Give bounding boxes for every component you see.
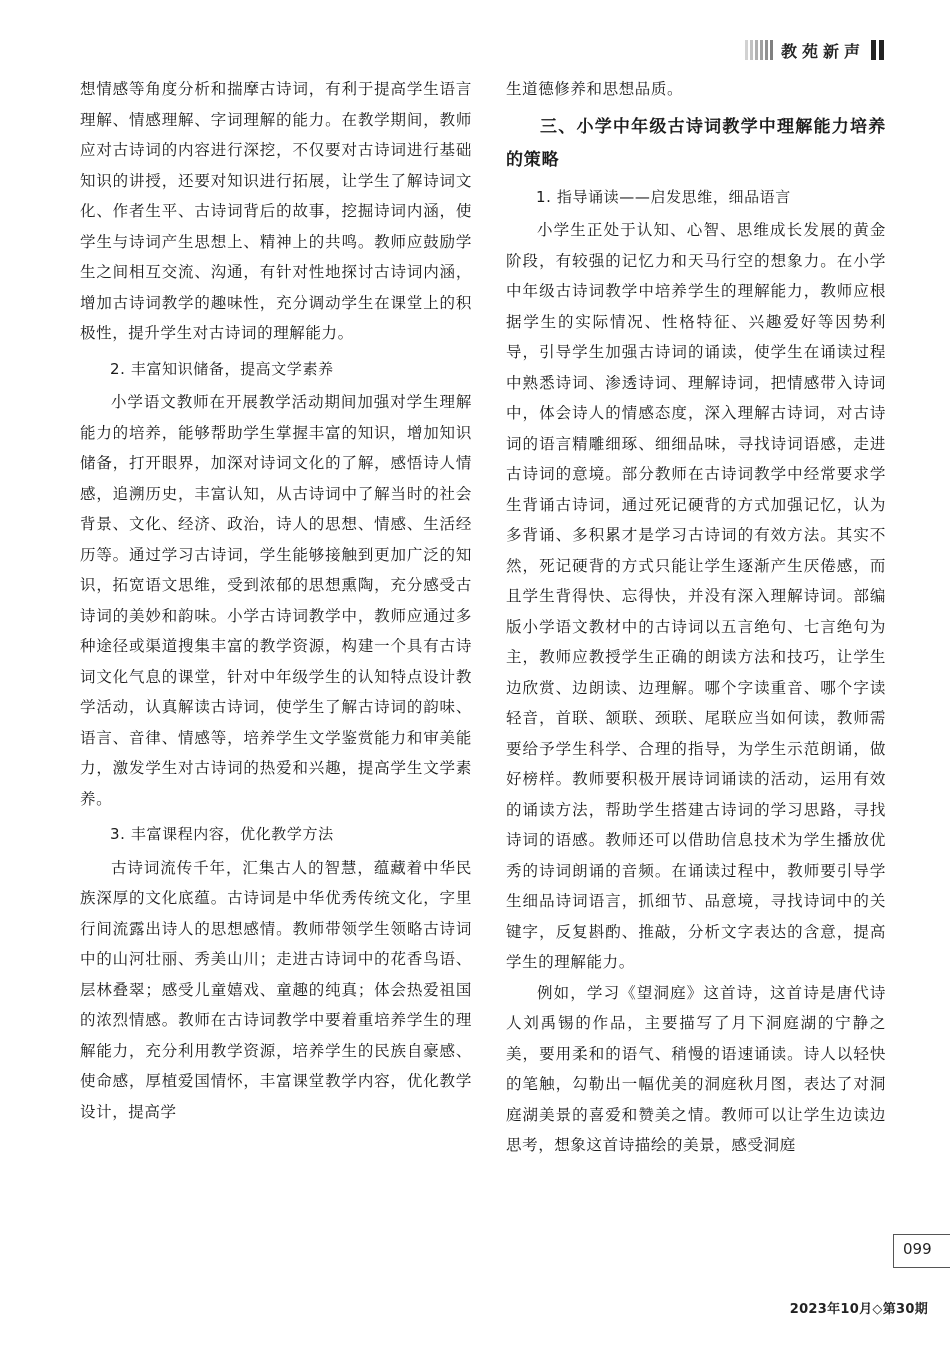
- paragraph: 例如，学习《望洞庭》这首诗，这首诗是唐代诗人刘禹锡的作品，主要描写了月下洞庭湖的宁静之美，要用柔和的语气、稍慢的语速诵读。诗人以轻快的笔触，勾勒出一幅优美的洞庭秋月图，表达了对洞庭湖美景的喜爱和赞美之情。教师可以让学生边读边思考，想象这首诗描绘的美景，感受洞庭: [506, 983, 886, 1154]
- subheading: 3. 丰富课程内容，优化教学方法: [110, 825, 334, 843]
- section-heading: 三、小学中年级古诗词教学中理解能力培养的策略: [506, 116, 886, 170]
- section-title: 教苑新声: [780, 41, 865, 61]
- header-end-bars: [871, 40, 884, 60]
- paragraph: 古诗词流传千年，汇集古人的智慧，蕴藏着中华民族深厚的文化底蕴。古诗词是中华优秀传统文化，字里行间流露出诗人的思想感情。教师带领学生领略古诗词中的山河壮丽、秀美山川；走进古诗词中的花香鸟语、层林叠翠；感受儿童嬉戏、童趣的纯真；体会热爱祖国的浓烈情感。教师在古诗词教学中要着重培养学生的理解能力，充分利用教学资源，培养学生的民族自豪感、使命感，厚植爱国情怀，丰富课堂教学内容，优化教学设计，提高学: [80, 858, 472, 1121]
- left-column: [80, 74, 472, 1127]
- paragraph: 生道德修养和思想品质。: [506, 80, 684, 98]
- paragraph: 小学生正处于认知、心智、思维成长发展的黄金阶段，有较强的记忆力和天马行空的想象力。在小学中年级古诗词教学中培养学生的理解能力，教师应根据学生的实际情况、性格特征、兴趣爱好等因势利导，引导学生加强古诗词的诵读，使学生在诵读过程中熟悉诗词、渗透诗词、理解诗词，把情感带入诗词中，体会诗人的情感态度，深入理解古诗词，对古诗词的语言精雕细琢、细细品味，寻找诗词语感，走进古诗词的意境。部分教师在古诗词教学中经常要求学生背诵古诗词，通过死记硬背的方式加强记忆，认为多背诵、多积累才是学习古诗词的有效方法。其实不然，死记硬背的方式只能让学生逐渐产生厌倦感，而且学生背得快、忘得快，并没有深入理解诗词。部编版小学语文教材中的古诗词以五言绝句、七言绝句为主，教师应教授学生正确的朗读方法和技巧，让学生边欣赏、边朗读、边理解。哪个字读重音、哪个字读轻音，首联、颔联、颈联、尾联应当如何读，教师需要给予学生科学、合理的指导，为学生示范朗诵，做好榜样。教师要积极开展诗词诵读的活动，运用有效的诵读方法，帮助学生搭建古诗词的学习思路，寻找诗词的语感。教师还可以借助信息技术为学生播放优秀的诗词朗诵的音频。在诵读过程中，教师要引导学生细品诗词语言，抓细节、品意境，寻找诗词中的关键字，反复斟酌、推敲，分析文字表达的含意，提高学生的理解能力。: [506, 221, 886, 971]
- issue-info: 2023年10月◇第30期: [789, 1302, 928, 1317]
- header-gradient-bars: [745, 40, 773, 60]
- column-header: [745, 38, 884, 62]
- paragraph: 想情感等角度分析和揣摩古诗词，有利于提高学生语言理解、情感理解、字词理解的能力。在教学期间，教师应对古诗词的内容进行深挖，不仅要对古诗词进行基础知识的讲授，还要对知识进行拓展，让学生了解诗词文化、作者生平、古诗词背后的故事，挖掘诗词内涵，使学生与诗词产生思想上、精神上的共鸣。教师应鼓励学生之间相互交流、沟通，有针对性地探讨古诗词内涵，增加古诗词教学的趣味性，充分调动学生在课堂上的积极性，提升学生对古诗词的理解能力。: [80, 80, 472, 342]
- subheading: 1. 指导诵读——启发思维，细品语言: [536, 187, 791, 206]
- subheading: 2. 丰富知识储备，提高文学素养: [110, 359, 334, 378]
- paragraph: 小学语文教师在开展教学活动期间加强对学生理解能力的培养，能够帮助学生掌握丰富的知识，增加知识储备，打开眼界，加深对诗词文化的了解，感悟诗人情感，追溯历史，丰富认知，从古诗词中了解当时的社会背景、文化、经济、政治，诗人的思想、情感、生活经历等。通过学习古诗词，学生能够接触到更加广泛的知识，拓宽语文思维，受到浓郁的思想熏陶，充分感受古诗词的美妙和韵味。小学古诗词教学中，教师应通过多种途径或渠道搜集丰富的教学资源，构建一个具有古诗词文化气息的课堂，针对中年级学生的认知特点设计教学活动，认真解读古诗词，使学生了解古诗词的韵味、语言、音律、情感等，培养学生文学鉴赏能力和审美能力，激发学生对古诗词的热爱和兴趣，提高学生文学素养。: [80, 393, 472, 808]
- right-column: [506, 74, 886, 1161]
- page-number: 099: [903, 1240, 932, 1258]
